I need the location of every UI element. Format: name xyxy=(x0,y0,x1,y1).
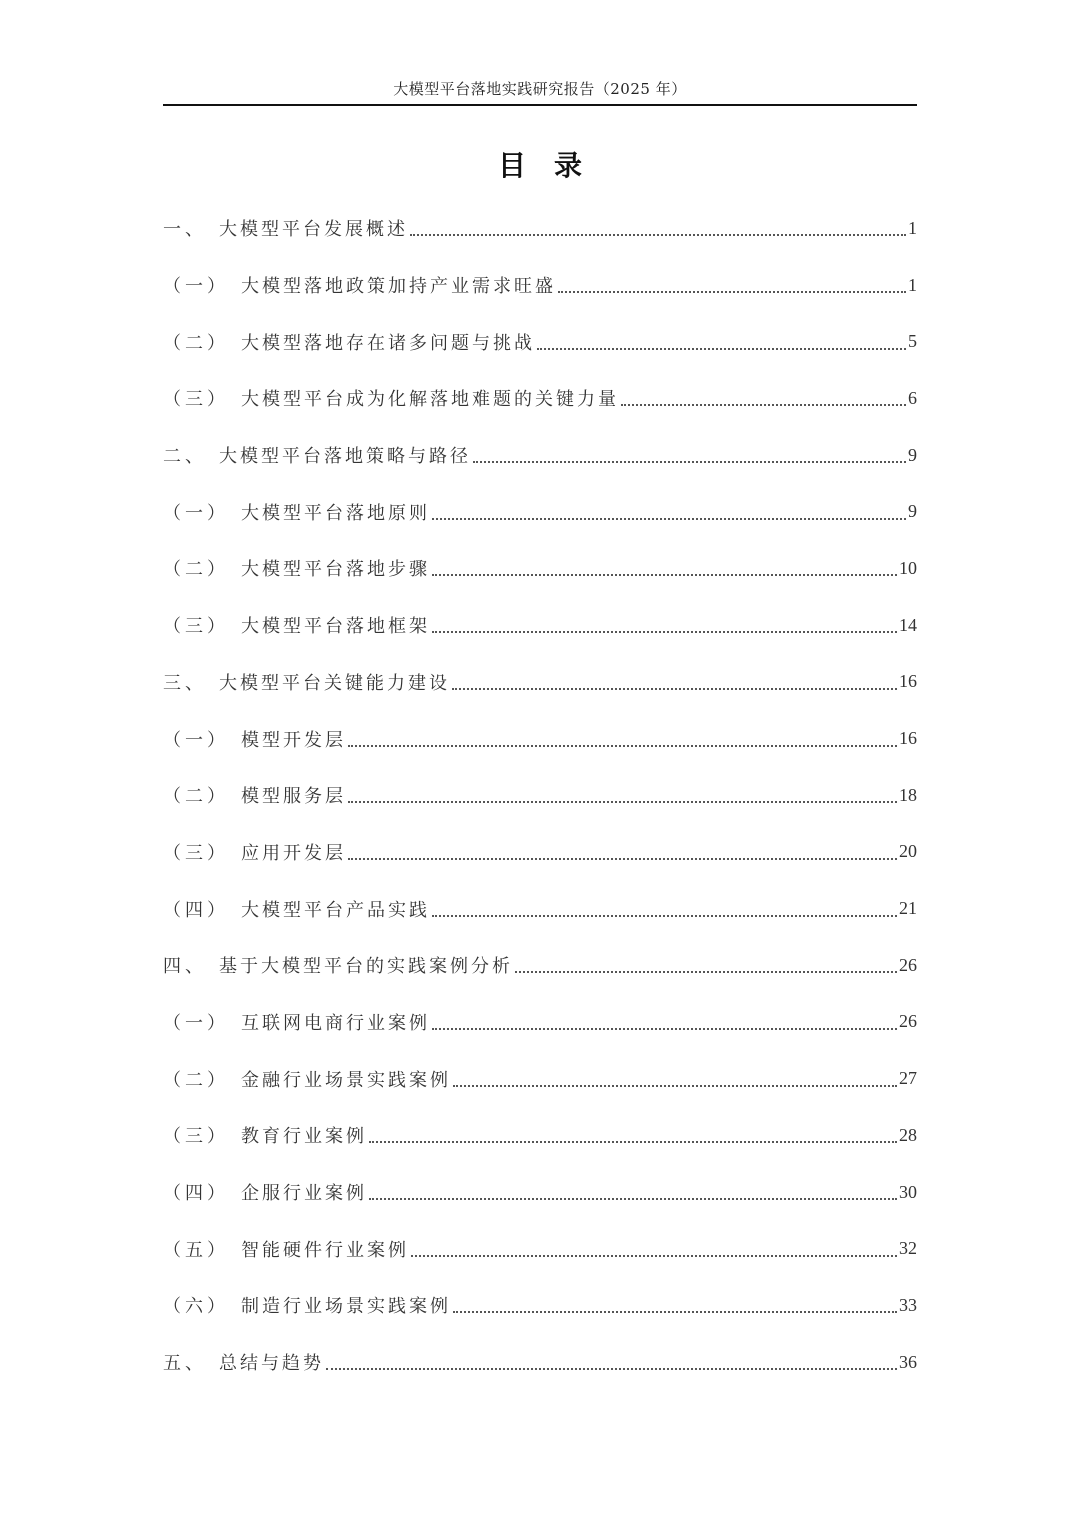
toc-entry-number: （二） xyxy=(163,786,229,808)
toc-dot-leader xyxy=(410,216,906,236)
toc-entry[interactable] xyxy=(163,540,917,597)
toc-entry-page: 27 xyxy=(899,1068,917,1089)
toc-entry-number: （三） xyxy=(163,616,229,638)
toc-dot-leader xyxy=(348,783,897,803)
toc-entry-title: 大模型平台落地框架 xyxy=(241,616,430,638)
toc-dot-leader xyxy=(411,1237,897,1257)
toc-entry[interactable] xyxy=(163,427,917,484)
toc-entry-number: （三） xyxy=(163,1126,229,1148)
header-title: 大模型平台落地实践研究报告（2025 年） xyxy=(393,80,687,98)
toc-entry-page: 9 xyxy=(908,444,917,465)
toc-entry-title: 大模型平台成为化解落地难题的关键力量 xyxy=(241,389,619,411)
toc-entry-title: 总结与趋势 xyxy=(219,1353,324,1375)
toc-entry[interactable] xyxy=(163,1050,917,1107)
toc-dot-leader xyxy=(473,443,906,463)
toc-entry[interactable] xyxy=(163,710,917,767)
toc-dot-leader xyxy=(432,556,897,576)
toc-entry-title: 智能硬件行业案例 xyxy=(241,1239,409,1261)
toc-entry[interactable] xyxy=(163,824,917,881)
toc-entry-title: 制造行业场景实践案例 xyxy=(241,1296,451,1318)
toc-entry-page: 26 xyxy=(899,954,917,975)
toc-entry-page: 1 xyxy=(908,217,917,238)
toc-dot-leader xyxy=(453,1293,897,1313)
toc-entry-page: 32 xyxy=(899,1238,917,1259)
toc-entry-page: 6 xyxy=(908,387,917,408)
toc-entry-number: （三） xyxy=(163,389,229,411)
toc-entry-number: 二、 xyxy=(163,446,207,468)
toc-entry-number: （六） xyxy=(163,1296,229,1318)
toc-dot-leader xyxy=(432,1010,897,1030)
toc-entry-number: 三、 xyxy=(163,672,207,694)
toc-entry[interactable] xyxy=(163,370,917,427)
toc-entry-page: 14 xyxy=(899,614,917,635)
toc-entry-title: 大模型平台落地步骤 xyxy=(241,559,430,581)
toc-entry-page: 28 xyxy=(899,1124,917,1145)
toc-entry-number: 五、 xyxy=(163,1353,207,1375)
toc-entry-title: 基于大模型平台的实践案例分析 xyxy=(219,956,513,978)
toc-entry-page: 10 xyxy=(899,557,917,578)
toc-entry-number: （四） xyxy=(163,1183,229,1205)
toc-entry-title: 大模型平台关键能力建设 xyxy=(219,672,450,694)
toc-entry-number: （四） xyxy=(163,899,229,921)
toc-entry-title: 大模型平台落地原则 xyxy=(241,502,430,524)
toc-dot-leader xyxy=(515,953,897,973)
toc-entry-page: 1 xyxy=(908,274,917,295)
toc-entry[interactable] xyxy=(163,880,917,937)
toc-dot-leader xyxy=(432,897,897,917)
toc-entry-page: 21 xyxy=(899,898,917,919)
toc-entry-number: 四、 xyxy=(163,956,207,978)
toc-entry-number: （二） xyxy=(163,1069,229,1091)
toc-entry-page: 5 xyxy=(908,331,917,352)
toc-entry[interactable] xyxy=(163,654,917,711)
toc-entry-title: 企服行业案例 xyxy=(241,1183,367,1205)
toc-entry[interactable] xyxy=(163,994,917,1051)
toc-entry-title: 教育行业案例 xyxy=(241,1126,367,1148)
toc-entry-number: （一） xyxy=(163,276,229,298)
toc-entry[interactable] xyxy=(163,483,917,540)
toc-entry[interactable] xyxy=(163,200,917,257)
toc-dot-leader xyxy=(348,840,897,860)
toc-entry[interactable] xyxy=(163,257,917,314)
toc-entry[interactable] xyxy=(163,313,917,370)
toc-entry-page: 20 xyxy=(899,841,917,862)
toc-entry-page: 36 xyxy=(899,1351,917,1372)
toc-entry-number: （二） xyxy=(163,332,229,354)
toc-entry-title: 大模型落地政策加持产业需求旺盛 xyxy=(241,276,556,298)
page-header xyxy=(163,74,917,106)
toc-dot-leader xyxy=(452,670,897,690)
toc-entry-number: （二） xyxy=(163,559,229,581)
toc-dot-leader xyxy=(432,613,897,633)
toc-entry[interactable] xyxy=(163,597,917,654)
toc-entry-number: （三） xyxy=(163,842,229,864)
toc-entry-title: 大模型平台产品实践 xyxy=(241,899,430,921)
toc-entry[interactable] xyxy=(163,767,917,824)
toc-entry-page: 16 xyxy=(899,728,917,749)
toc-entry-number: 一、 xyxy=(163,219,207,241)
toc-entry-title: 应用开发层 xyxy=(241,842,346,864)
toc-entry-title: 大模型平台落地策略与路径 xyxy=(219,446,471,468)
toc-dot-leader xyxy=(537,330,906,350)
toc-dot-leader xyxy=(369,1180,897,1200)
toc-dot-leader xyxy=(621,386,906,406)
toc-entry-title: 模型服务层 xyxy=(241,786,346,808)
toc-entry-page: 33 xyxy=(899,1294,917,1315)
toc-dot-leader xyxy=(558,273,906,293)
toc-entry-number: （一） xyxy=(163,729,229,751)
toc-entry-title: 大模型平台发展概述 xyxy=(219,219,408,241)
toc-entry[interactable] xyxy=(163,1164,917,1221)
toc-entry-number: （一） xyxy=(163,1012,229,1034)
toc-entry-number: （五） xyxy=(163,1239,229,1261)
toc-list xyxy=(163,200,917,1390)
toc-entry[interactable] xyxy=(163,1220,917,1277)
toc-entry[interactable] xyxy=(163,937,917,994)
toc-dot-leader xyxy=(453,1067,897,1087)
toc-dot-leader xyxy=(348,727,897,747)
toc-entry-number: （一） xyxy=(163,502,229,524)
toc-entry[interactable] xyxy=(163,1334,917,1391)
toc-entry-page: 9 xyxy=(908,501,917,522)
toc-entry-title: 大模型落地存在诸多问题与挑战 xyxy=(241,332,535,354)
toc-entry-page: 16 xyxy=(899,671,917,692)
toc-entry-title: 互联网电商行业案例 xyxy=(241,1012,430,1034)
toc-entry[interactable] xyxy=(163,1107,917,1164)
toc-dot-leader xyxy=(432,500,906,520)
toc-entry-title: 模型开发层 xyxy=(241,729,346,751)
toc-entry-page: 26 xyxy=(899,1011,917,1032)
toc-dot-leader xyxy=(369,1123,897,1143)
toc-dot-leader xyxy=(326,1350,897,1370)
toc-entry-page: 18 xyxy=(899,784,917,805)
toc-entry[interactable] xyxy=(163,1277,917,1334)
toc-entry-title: 金融行业场景实践案例 xyxy=(241,1069,451,1091)
toc-title: 目录 xyxy=(497,149,610,182)
toc-entry-page: 30 xyxy=(899,1181,917,1202)
